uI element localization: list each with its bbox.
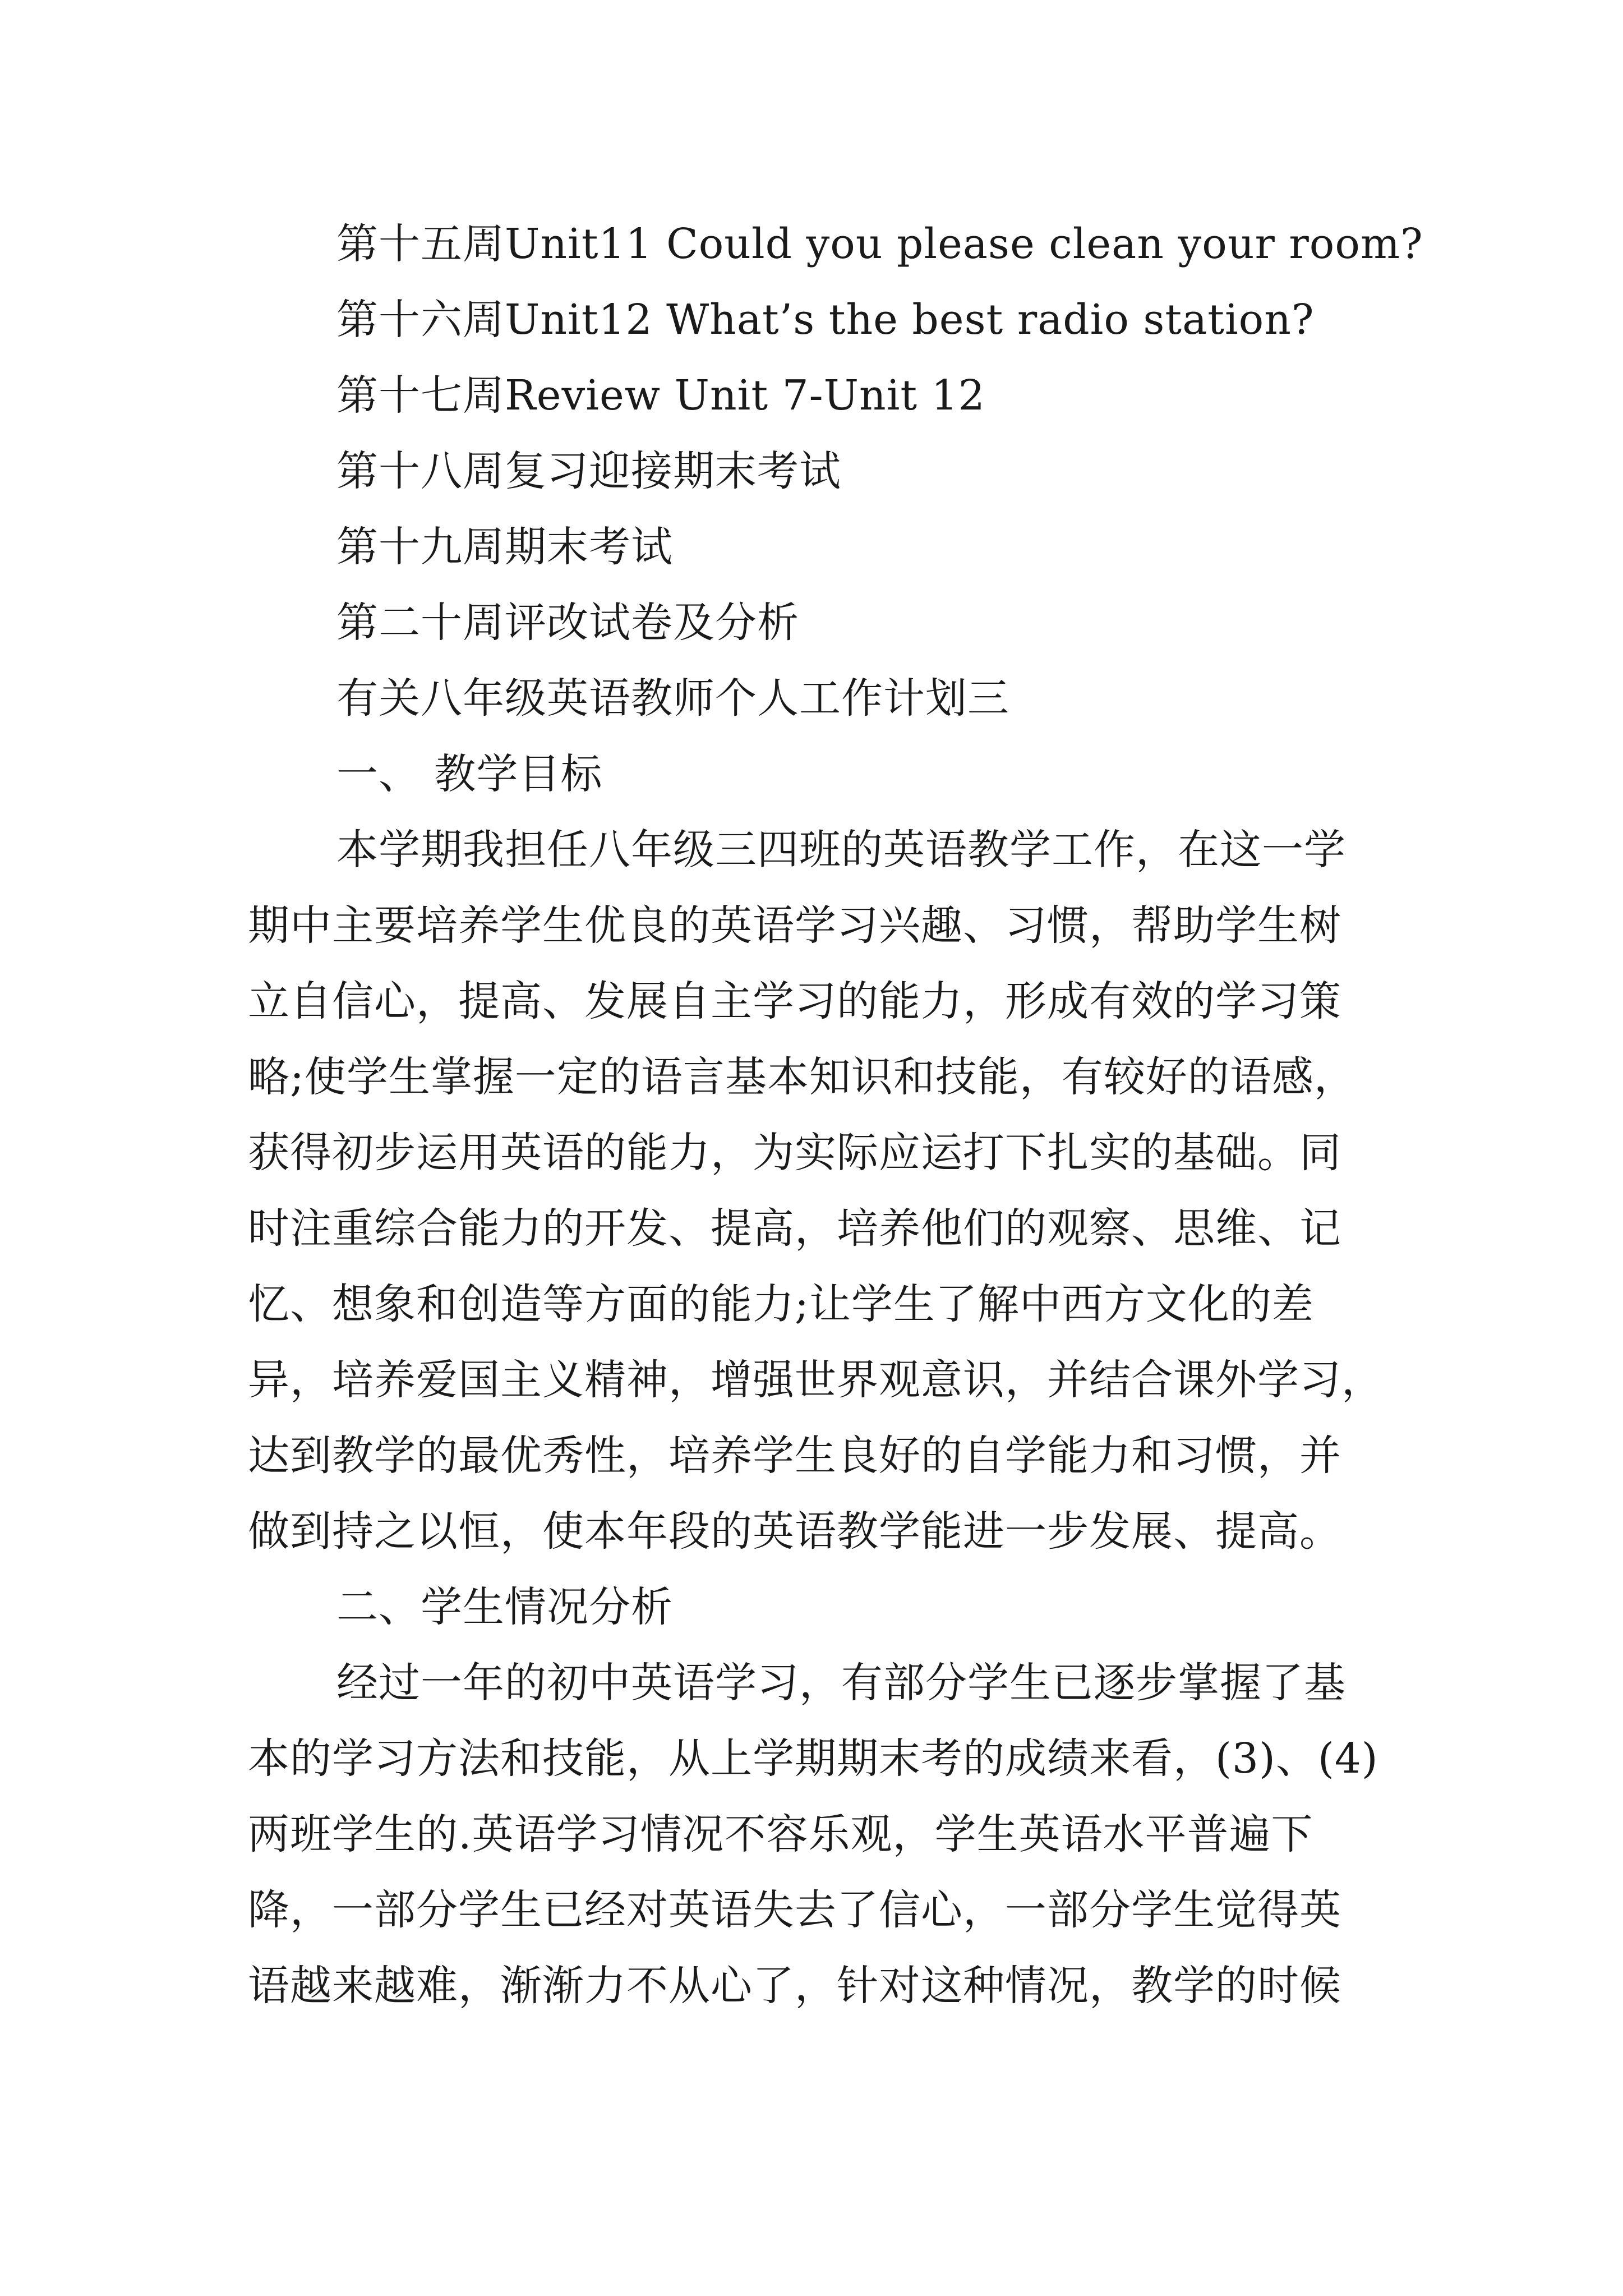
paragraph-line: 略;使学生掌握一定的语言基本知识和技能，有较好的语感， <box>248 1053 1356 1101</box>
paragraph-line: 本的学习方法和技能，从上学期期末考的成绩来看，(3)、(4) <box>248 1734 1378 1783</box>
paragraph-line: 获得初步运用英语的能力，为实际应运打下扎实的基础。同 <box>248 1129 1341 1177</box>
paragraph-line: 本学期我担任八年级三四班的英语教学工作，在这一学 <box>336 826 1346 874</box>
paragraph-line: 期中主要培养学生优良的英语学习兴趣、习惯，帮助学生树 <box>248 901 1341 950</box>
schedule-week-20: 第二十周评改试卷及分析 <box>336 599 799 647</box>
paragraph-line: 时注重综合能力的开发、提高，培养他们的观察、思维、记 <box>248 1204 1341 1253</box>
paragraph-line: 两班学生的.英语学习情况不容乐观，学生英语水平普遍下 <box>248 1810 1313 1858</box>
section-heading-student-analysis: 二、学生情况分析 <box>336 1583 673 1631</box>
schedule-week-18: 第十八周复习迎接期末考试 <box>336 447 841 495</box>
schedule-week-16: 第十六周Unit12 What’s the best radio station? <box>336 296 1315 344</box>
paragraph-line: 异，培养爱国主义精神，增强世界观意识，并结合课外学习， <box>248 1356 1384 1404</box>
document-title: 有关八年级英语教师个人工作计划三 <box>336 674 1009 723</box>
schedule-week-15: 第十五周Unit11 Could you please clean your room? <box>336 220 1423 268</box>
paragraph-line: 忆、想象和创造等方面的能力;让学生了解中西方文化的差 <box>248 1280 1314 1328</box>
paragraph-line: 降，一部分学生已经对英语失去了信心，一部分学生觉得英 <box>248 1886 1341 1934</box>
paragraph-line: 语越来越难，渐渐力不从心了，针对这种情况，教学的时候 <box>248 1962 1341 2010</box>
paragraph-line: 经过一年的初中英语学习，有部分学生已逐步掌握了基 <box>336 1659 1346 1707</box>
schedule-week-19: 第十九周期末考试 <box>336 523 673 571</box>
schedule-week-17: 第十七周Review Unit 7-Unit 12 <box>336 371 985 420</box>
paragraph-line: 做到持之以恒，使本年段的英语教学能进一步发展、提高。 <box>248 1507 1341 1556</box>
paragraph-line: 达到教学的最优秀性，培养学生良好的自学能力和习惯，并 <box>248 1432 1341 1480</box>
section-heading-teaching-goals: 一、 教学目标 <box>336 750 603 798</box>
paragraph-line: 立自信心，提高、发展自主学习的能力，形成有效的学习策 <box>248 977 1341 1025</box>
